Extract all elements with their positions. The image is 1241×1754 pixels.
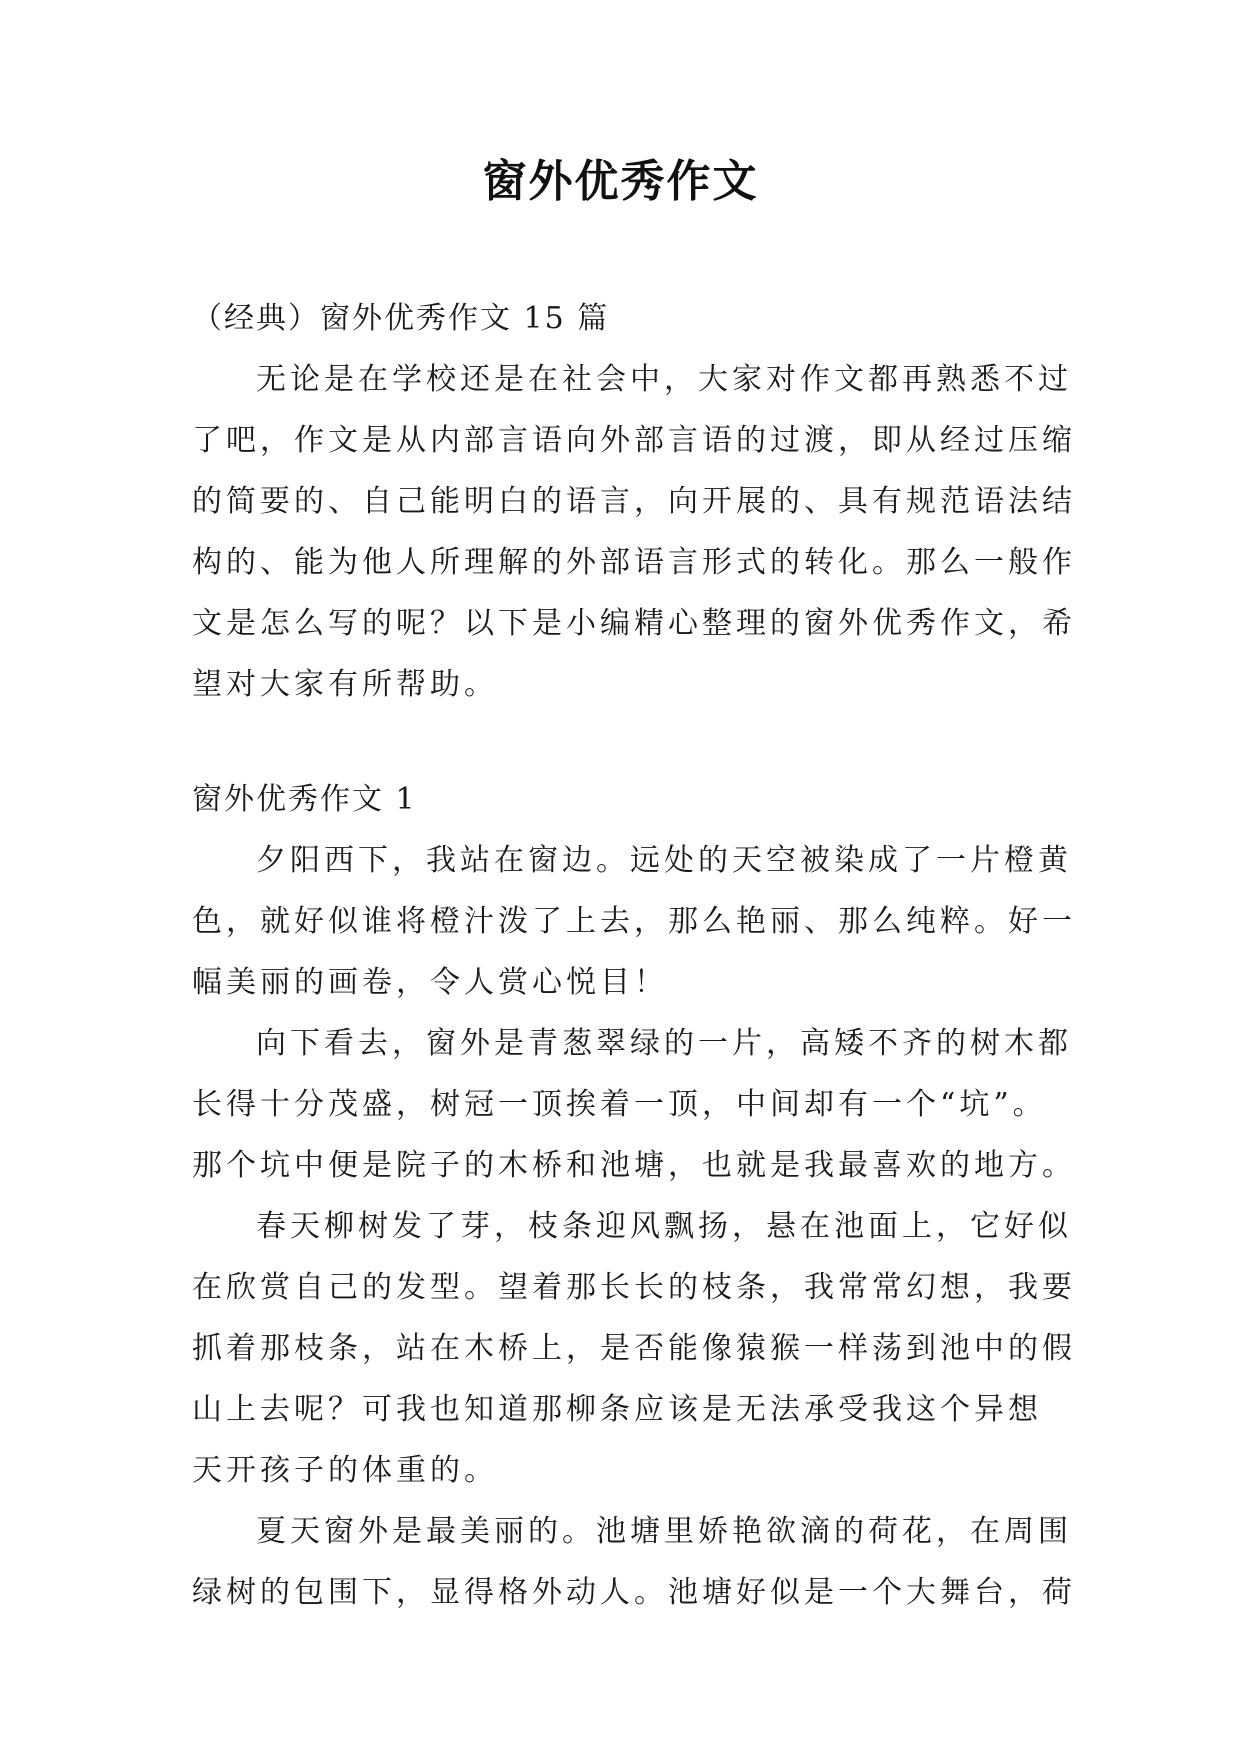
text-line: 抓着那枝条，站在木桥上，是否能像猿猴一样荡到池中的假 — [192, 1331, 1076, 1366]
section-heading: 窗外优秀作文 1 — [192, 782, 417, 817]
document-body — [192, 288, 1076, 1623]
intro-heading: （经典）窗外优秀作文 15 篇 — [192, 301, 610, 336]
text-line: 色，就好似谁将橙汁泼了上去，那么艳丽、那么纯粹。好一 — [192, 904, 1076, 939]
text-line: 山上去呢？可我也知道那柳条应该是无法承受我这个异想 — [192, 1392, 1042, 1427]
text-line: 那个坑中便是院子的木桥和池塘，也就是我最喜欢的地方。 — [192, 1148, 1076, 1183]
document-title: 窗外优秀作文 — [482, 156, 759, 207]
text-line: 长得十分茂盛，树冠一顶挨着一顶，中间却有一个“坑”。 — [192, 1087, 1047, 1122]
paragraph-1 — [192, 830, 1076, 1013]
paragraph-3 — [192, 1196, 1076, 1501]
intro-paragraph — [192, 349, 1076, 715]
text-line: 向下看去，窗外是青葱翠绿的一片，高矮不齐的树木都 — [256, 1026, 1072, 1061]
text-line: 文是怎么写的呢？以下是小编精心整理的窗外优秀作文，希 — [192, 606, 1076, 641]
text-line: 在欣赏自己的发型。望着那长长的枝条，我常常幻想，我要 — [192, 1270, 1076, 1305]
text-line: 天开孩子的体重的。 — [192, 1453, 498, 1488]
text-line: 望对大家有所帮助。 — [192, 667, 498, 702]
text-line: 夏天窗外是最美丽的。池塘里娇艳欲滴的荷花，在周围 — [256, 1514, 1072, 1549]
text-line: 幅美丽的画卷，令人赏心悦目！ — [192, 965, 668, 1000]
text-line: 夕阳西下，我站在窗边。远处的天空被染成了一片橙黄 — [256, 843, 1072, 878]
text-line: 绿树的包围下，显得格外动人。池塘好似是一个大舞台，荷 — [192, 1575, 1076, 1610]
text-line: 的简要的、自己能明白的语言，向开展的、具有规范语法结 — [192, 484, 1076, 519]
text-line: 构的、能为他人所理解的外部语言形式的转化。那么一般作 — [192, 545, 1076, 580]
text-line: 无论是在学校还是在社会中，大家对作文都再熟悉不过 — [256, 362, 1072, 397]
paragraph-spacer — [192, 715, 1066, 769]
paragraph-2 — [192, 1013, 1076, 1196]
paragraph-4 — [192, 1501, 1076, 1623]
text-line: 了吧，作文是从内部言语向外部言语的过渡，即从经过压缩 — [192, 423, 1076, 458]
text-line: 春天柳树发了芽，枝条迎风飘扬，悬在池面上，它好似 — [256, 1209, 1072, 1244]
